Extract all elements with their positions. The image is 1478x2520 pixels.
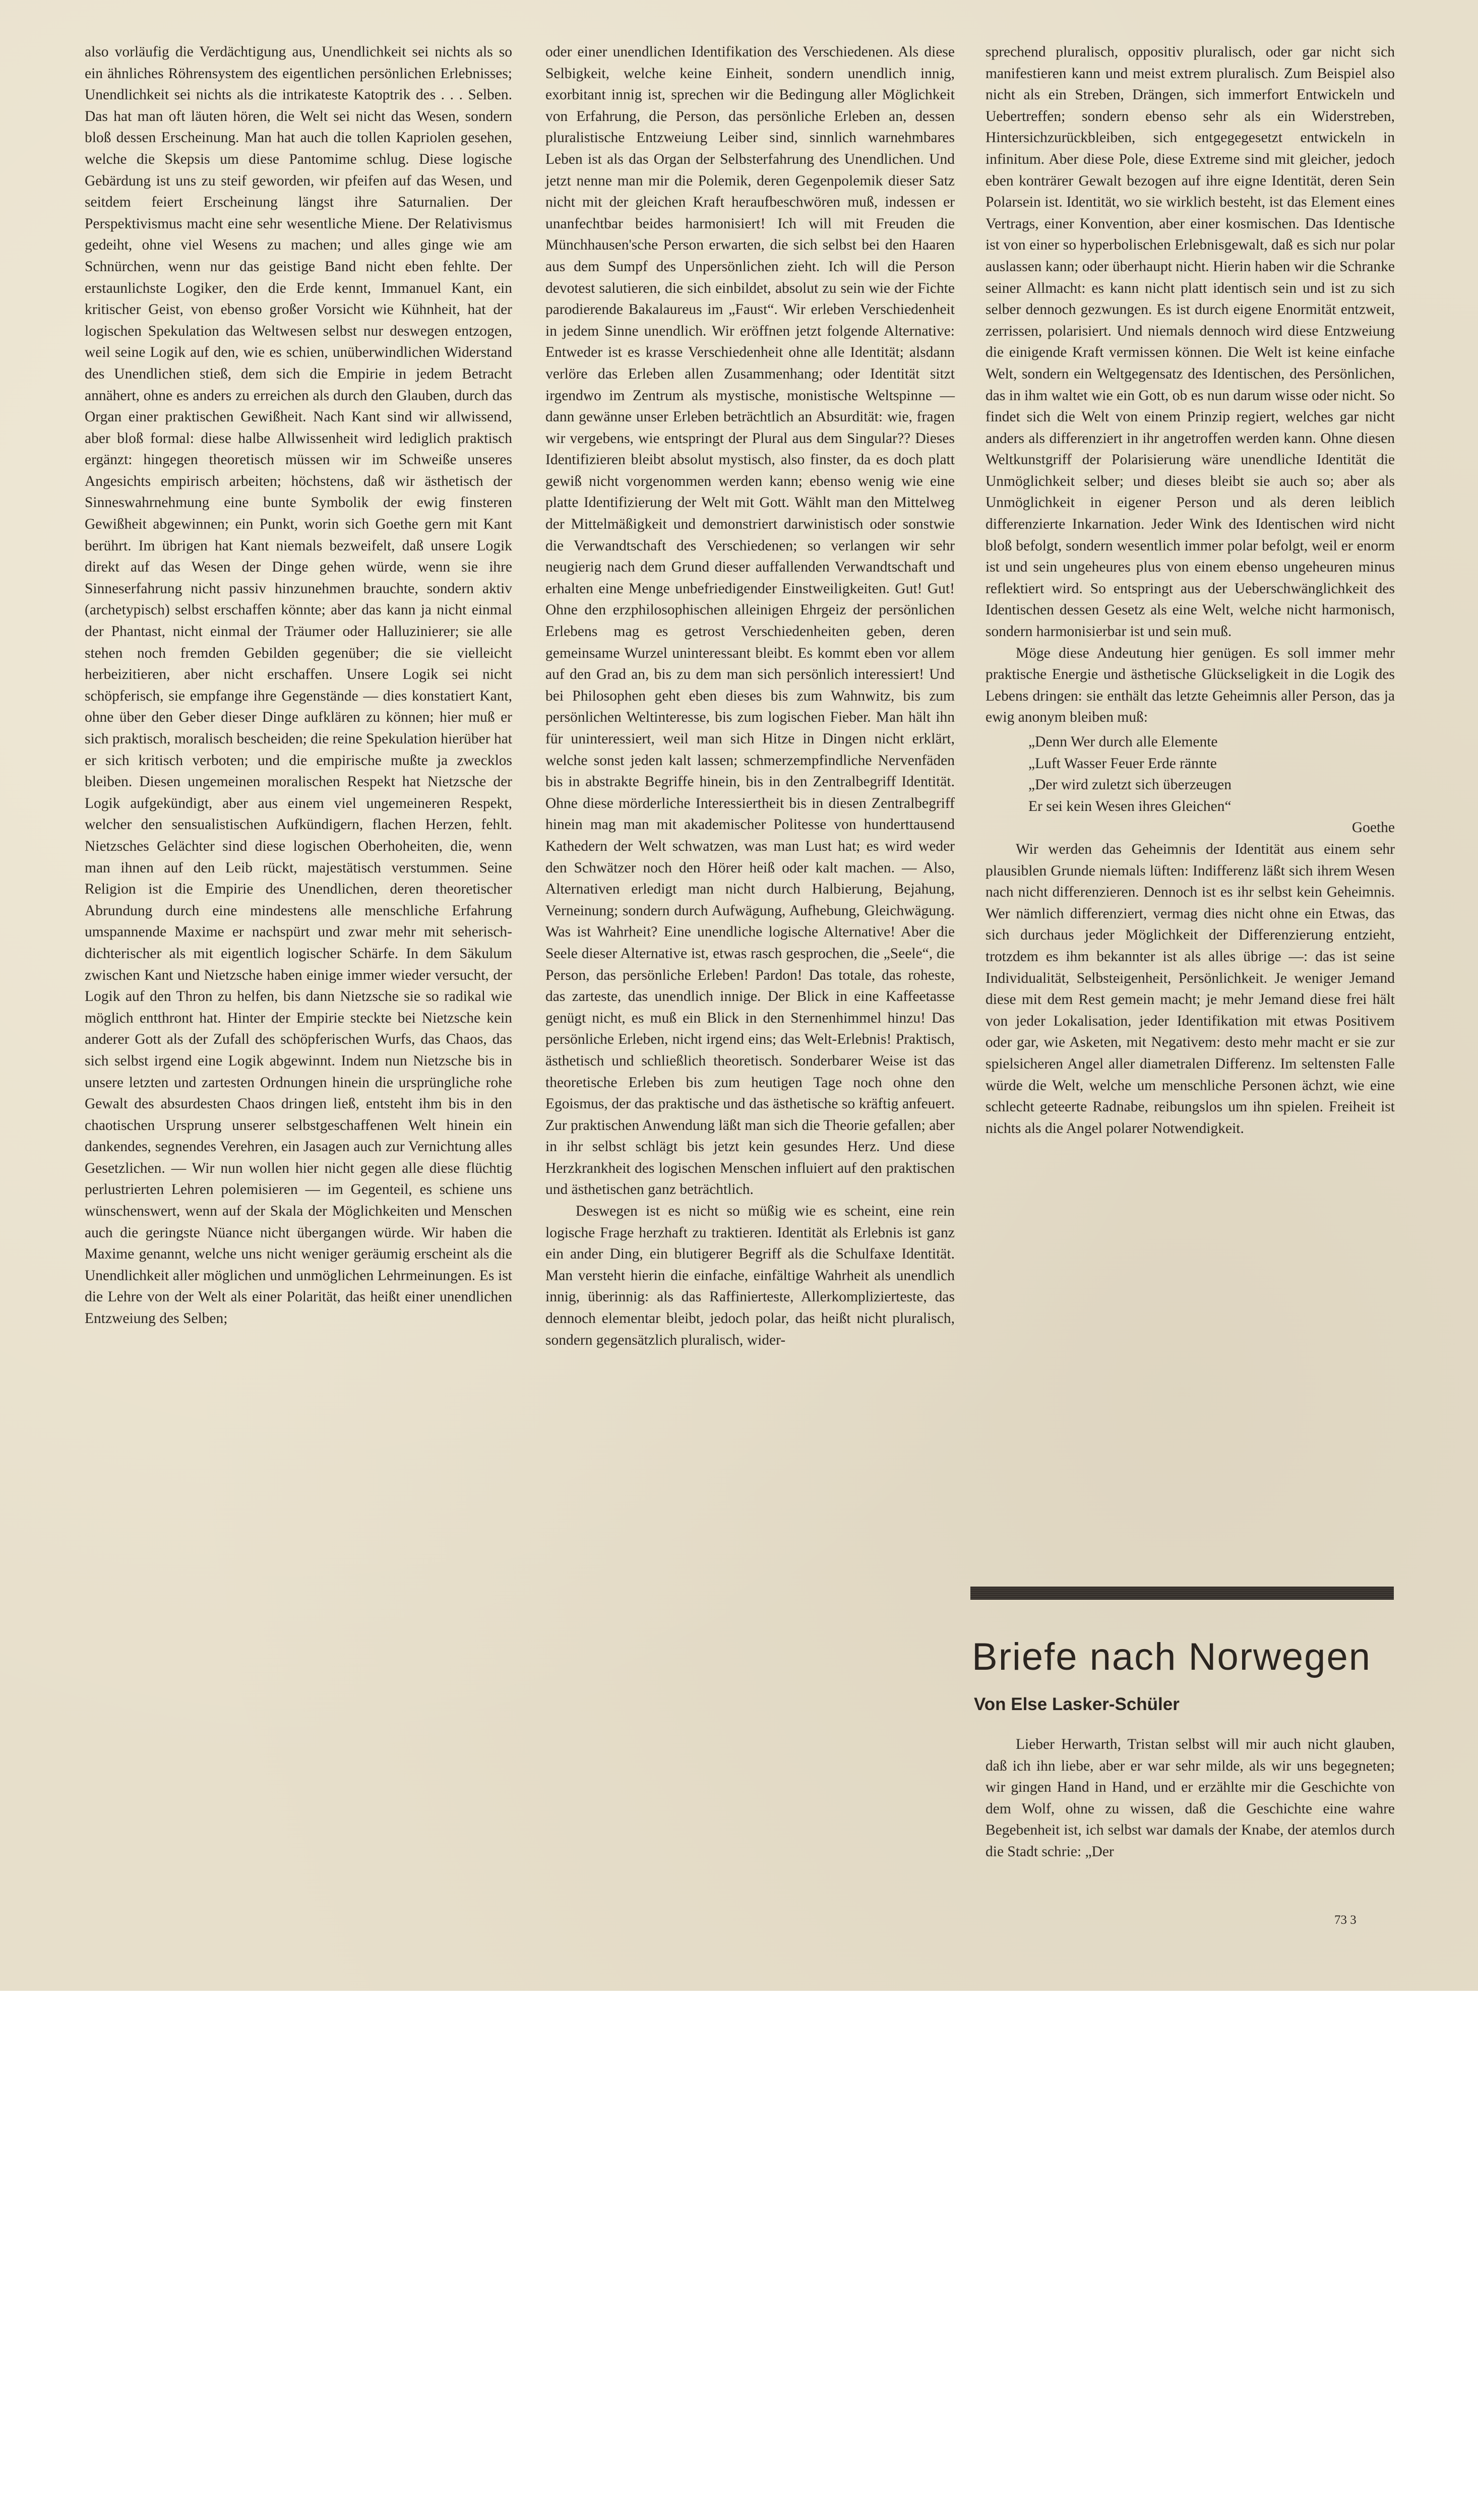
article-byline: Von Else Lasker-Schüler [974,1694,1180,1714]
article-paragraph: Lieber Herwarth, Tristan selbst will mir auch nicht glauben, daß ich ihn liebe, aber er war sehr milde, als wir uns begegneten; wir gingen Hand in Hand, und er erzählte mir die Geschichte von dem Wolf, ohne zu wissen, daß die Geschichte eine wahre Begebenheit ist, ich selbst war damals der Knabe, der atemlos durch die Stadt schrie: „Der [986,1736,1395,1860]
column-3-paragraph-1: sprechend pluralisch, oppositiv pluralisch, oder gar nicht sich manifestieren kann und meist extrem pluralisch. Zum Beispiel also nicht als ein Streben, Drängen, sich immerfort Entwickeln und Uebertreffen; sondern ebenso sehr als ein Widerstreben, Hintersichzurückbleiben, sich entgegegesetzt entwickeln in infinitum. Aber diese Pole, diese Extreme sind mit gleicher, jedoch eben konträrer Gewalt bezogen auf ihre eigne Identität, deren Sein Polarsein ist. Identität, wo sie wirklich besteht, ist das Element eines Vertrags, einer Konvention, aber einer kosmischen. Das Identische ist von einer so hyperbolischen Erlebnisgewalt, daß es sich nur polar auslassen kann; oder überhaupt nicht. Hierin haben wir die Schranke seiner Allmacht: es kann nicht platt identisch sein und ist zu sich selber dennoch gezwungen. Es ist durch eigene Enormität entzweit, zerrissen, polarisiert. Und niemals dennoch wird diese Entzweiung die einigende Kraft vermissen können. Die Welt ist keine einfache Welt, sondern ein Weltgegensatz des Identischen, des Persönlichen, das in ihm waltet wie ein Gott, ob es nun darum wisse oder nicht. So findet sich die Welt von einem Prinzip regiert, welches gar nicht anders als differenziert in ihr angetroffen werden kann. Ohne diesen Weltkunstgriff der Polarisierung wäre unendliche Identität die Unmöglichkeit selber; und dieses bleibt sie auch so; aber als Unmöglichkeit in eigener Person und als deren leiblich differenzierte Inkarnation. Jeder Wink des Identischen wird nicht bloß befolgt, sondern wesentlich immer polar befolgt, weil er enorm ist und sein ungeheures plus von einem ebenso ungeheuren minus reflektiert wird. So entspringt aus der Ueberschwänglichkeit des Identischen dessen Gesetz als eine Welt, welche nicht harmonisch, sondern harmonisierbar ist und sein muß. [986,44,1395,640]
column-1-paragraph: also vorläufig die Verdächtigung aus, Unendlichkeit sei nichts als so ein ähnliches Röhrensystem des eigentlichen persönlichen Erlebnisses; Unendlichkeit sei nichts als die intrikateste Katoptrik des . . . Selben. Das hat man oft läuten hören, die Welt sei nicht das Wesen, sondern bloß dessen Erscheinung. Man hat auch die tollen Kapriolen gesehen, welche die Skepsis um diese Pantomime schlug. Diese logische Gebärdung ist uns zu steif geworden, wir pfeifen auf das Wesen, und seitdem feiert Erscheinung längst ihre Saturnalien. Der Perspektivismus macht eine sehr wesentliche Miene. Der Relativismus gedeiht, ohne viel Wesens zu machen; und alles ginge wie am Schnürchen, wenn nur das geistige Band nicht eben fehlte. Der erstaunlichste Logiker, den die Erde kennt, Immanuel Kant, ein kritischer Geist, von ebenso großer Vorsicht wie Kühnheit, hat der logischen Spekulation das Weltwesen selbst nur deswegen entzogen, weil seine Logik auf den, wie es schien, unüberwindlichen Widerstand des Unendlichen stieß, dem sich die Empirie in jedem Betracht annähert, ohne es anders zu erreichen als durch den Glauben, durch das Organ einer praktischen Gewißheit. Nach Kant sind wir allwissend, aber bloß formal: diese halbe Allwissenheit wird lediglich praktisch ergänzt: hingegen theoretisch müssen wir im Schweiße unseres Angesichts empirisch arbeiten; höchstens, daß wir ästhetisch der Sinneswahrnehmung eine bunte Symbolik der ewig finsteren Gewißheit abgewinnen; ein Punkt, worin sich Goethe gern mit Kant berührt. Im übrigen hat Kant niemals bezweifelt, daß unsere Logik direkt auf das Wesen der Dinge gehen würde, wenn sie ihre Sinneserfahrung nicht passiv hinzunehmen brauchte, sondern aktiv (archetypisch) selbst erschaffen könnte; aber das kann ja nicht einmal der Phantast, nicht einmal der Träumer oder Halluzinierer; sie alle stehen noch fremden Gebilden gegenüber; die sie vielleicht herbeizitieren, aber nicht erschaffen. Unsere Logik sei nicht schöpferisch, sie empfange ihre Gegenstände — dies konstatiert Kant, ohne über den Geber dieser Dinge aufklären zu können; hier muß er sich praktisch, moralisch bescheiden; die reine Spekulation hierüber hat er sich kritisch verboten; und die empirische mußte ja zwecklos bleiben. Diesen ungemeinen moralischen Respekt hat Nietzsche der Logik aufgekündigt, aber aus einem viel ungemeineren Respekt, welcher den sensualistischen Aufkündigern, flachen Herzen, fehlt. Nietzsches Gelächter sind diese logischen Oberhoheiten, die, wenn man ihnen auf den Leib rückt, majestätisch verstummen. Seine Religion ist die Empirie des Unendlichen, deren theoretischer Abrundung durch eine mindestens alle menschliche Erfahrung umspannende Maxime er nachspürt und zwar mehr mit seherisch-dichterischer als mit eigentlich logischer Schärfe. In dem Säkulum zwischen Kant und Nietzsche haben einige immer wieder versucht, der Logik auf den Thron zu helfen, bis dann Nietzsche sie so radikal wie möglich entthront hat. Hinter der Empirie steckte bei Nietzsche kein anderer Gott als der Zufall des schöpferischen Wurfs, das Chaos, das sich selbst irgend eine Logik abgewinnt. Indem nun Nietzsche bis in unsere letzten und zartesten Ordnungen hinein die ursprüngliche rohe Gewalt des absurdesten Chaos dringen ließ, entsteht ihm bis in den chaotischen Ursprung unserer selbstgeschaffenen Welt hinein ein dankendes, segnendes Verehren, ein Jasagen auch zur Vernichtung alles Gesetzlichen. — Wir nun wollen hier nicht gegen alle diese flüchtig perlustrierten Lehren polemisieren — im Gegenteil, es schiene uns wünschenswert, wenn auf der Skala der Möglichkeiten und Menschen auch die geringste Nüance nicht übergangen würde. Wir haben die Maxime genannt, welche uns nicht weniger geräumig erscheint als die Unendlichkeit aller möglichen und unmöglichen Lehrmeinungen. Es ist die Lehre von der Welt als einer Polarität, das heißt einer unendlichen Entzweiung des Selben; [85,44,512,1327]
goethe-quote [986,731,1395,817]
column-3-paragraph-2: Möge diese Andeutung hier genügen. Es soll immer mehr praktische Energie und ästhetische Glückseligkeit in die Logik des Lebens dringen: sie enthält das letzte Geheimnis aller Person, das ja ewig anonym bleiben muß: [986,645,1395,726]
poem-author: Goethe [1351,820,1395,836]
poem-line: „Luft Wasser Feuer Erde rännte [1028,755,1217,772]
poem-line: „Denn Wer durch alle Elemente [1028,734,1218,750]
text-column-2 [545,41,955,1351]
text-column-1 [85,41,512,1330]
page-number: 73 3 [1334,1913,1357,1927]
footer-bar [0,1991,1478,2152]
section-divider [970,1587,1394,1600]
article-title: Briefe nach Norwegen [972,1635,1371,1678]
poem-line: „Der wird zuletzt sich überzeugen [1028,777,1231,793]
poem-line: Er sei kein Wesen ihres Gleichen“ [1028,798,1231,814]
column-2-paragraph-2: Deswegen ist es nicht so müßig wie es scheint, eine rein logische Frage herzhaft zu traktieren. Identität als Erlebnis ist ganz ein ander Ding, ein blutigerer Begriff als die Schulfaxe Identität. Man versteht hierin die einfache, einfältige Wahrheit als unendlich innig, überinnig: als das Raffinierteste, Allerkomplizierteste, das dennoch elementar bleibt, jedoch polar, das heißt nicht pluralisch, sondern gegensätzlich pluralisch, wider- [545,1203,955,1348]
text-column-3 [986,41,1395,1139]
column-2-paragraph-1: oder einer unendlichen Identifikation des Verschiedenen. Als diese Selbigkeit, welche keine Einheit, sondern unendlich innig, exorbitant innig ist, sprechen wir die Bedingung aller Möglichkeit von Erfahrung, die Person, das persönliche Erleben an, dessen pluralistische Entzweiung Leiber sind, sinnlich warnehmbares Leben ist als das Organ der Selbsterfahrung des Unendlichen. Und jetzt nenne man mir die Polemik, deren Gegenpolemik dieser Satz nicht mit der gleichen Kraft heraufbeschwören muß, indessen er unanfechtbar beides harmonisiert! Ich will mit Freuden die Münchhausen'sche Person erwarten, die sich selbst bei den Haaren aus dem Sumpf des Unpersönlichen zieht. Ich will die Person devotest salutieren, die sich einbildet, absolut zu sein wie der Fichte parodierende Bakalaureus im „Faust“. Wir erleben Verschiedenheit in jedem Sinne unendlich. Wir eröffnen jetzt folgende Alternative: Entweder ist es krasse Verschiedenheit ohne alle Identität; alsdann verlöre das Erleben allen Zusammenhang; oder Identität sitzt irgendwo im Zentrum als mystische, monistische Weltspinne — dann gewänne unser Erleben beträchtlich an Absurdität: wie, fragen wir vergebens, wie entspringt der Plural aus dem Singular?? Dieses Identifizieren bleibt absolut mystisch, also finster, da es doch platt gewiß nicht vorgenommen werden kann; ebenso wenig wie eine platte Identifizierung der Welt mit Gott. Wählt man den Mittelweg der Mittelmäßigkeit und demonstriert darwinistisch oder sonstwie die Verwandtschaft des Verschiedenen; so verlangen wir sehr neugierig nach dem Grund dieser auffallenden Verwandtschaft und erhalten eine Menge unbefriedigender Einstweiligkeiten. Gut! Gut! Ohne den erzphilosophischen alleinigen Ehrgeiz der persönlichen Erlebens mag es getrost Verschiedenheiten geben, deren gemeinsame Wurzel uninteressant bleibt. Es kommt eben vor allem auf den Grad an, bis zu dem man sich persönlich interessiert! Und bei Philosophen geht eben dieses bis zum Wahnwitz, bis zum persönlichen Weltinteresse, bis zum logischen Fieber. Man hält ihn für uninteressiert, weil man sich Hitze in Dingen nicht erklärt, welche sonst jeden kalt lassen; schmerzempfindliche Nervenfäden bis in abstrakte Begriffe hinein, bis in den Zentralbegriff Identität. Ohne diese mörderliche Interessiertheit bis in diesen Zentralbegriff hinein mag man mit akademischer Politesse von hunderttausend Kathedern der Welt schwatzen, was man Lust hat; es wird weder den Schwätzer noch den Hörer heiß oder kalt machen. — Also, Alternativen erledigt man nicht durch Halbierung, Bejahung, Verneinung; sondern durch Aufwägung, Aufhebung, Gleichwägung. Was ist Wahrheit? Eine unendliche logische Alternative! Aber die Seele dieser Alternative ist, etwas rasch gesprochen, die „Seele“, die Person, das persönliche Erleben! Pardon! Das totale, das roheste, das zarteste, das unendlich innige. Der Blick in eine Kaffeetasse genügt nicht, es muß ein Blick in den Sternenhimmel hinzu! Das persönliche Erleben, nicht irgend eins; das Welt-Erlebnis! Praktisch, ästhetisch und schließlich theoretisch. Sonderbarer Weise ist das theoretische Erleben bis zum heutigen Tage noch ohne den Egoismus, der das praktische und das ästhetische so kräftig anfeuert. Zur praktischen Anwendung läßt man sich die Theorie gefallen; aber in ihr selbst schlägt bis jetzt kein gesundes Herz. Und diese Herzkrankheit des logischen Menschen influiert auf den praktischen und ästhetischen ganz beträchtlich. [545,44,955,1198]
article-body [986,1734,1395,1863]
column-3-paragraph-3: Wir werden das Geheimnis der Identität aus einem sehr plausiblen Grunde niemals lüften: Indifferenz läßt sich ihrem Wesen nach nicht differenzieren. Dennoch ist es ihr selbst kein Geheimnis. Wer nämlich differenziert, vermag dies nicht ohne ein Etwas, das sich durchaus jeder Möglichkeit der Differenzierung entzieht, trotzdem es ihm bekannter ist als alles übrige —: das ist seine Individualität, Selbsteigenheit, Persönlichkeit. Je weniger Jemand diese mit dem Rest gemein macht; je mehr Jemand diese frei hält von jeder Lokalisation, jeder Identifikation mit etwas Positivem oder gar, wie Asketen, mit Negativem: desto mehr macht er sie zur spielsicheren Angel aller diametralen Differenz. Im seltensten Falle würde die Welt, welche um menschliche Personen ächzt, wie eine schlecht geteerte Radnabe, reibungslos um ihn spielen. Freiheit ist nichts als die Angel polarer Notwendigkeit. [986,841,1395,1137]
